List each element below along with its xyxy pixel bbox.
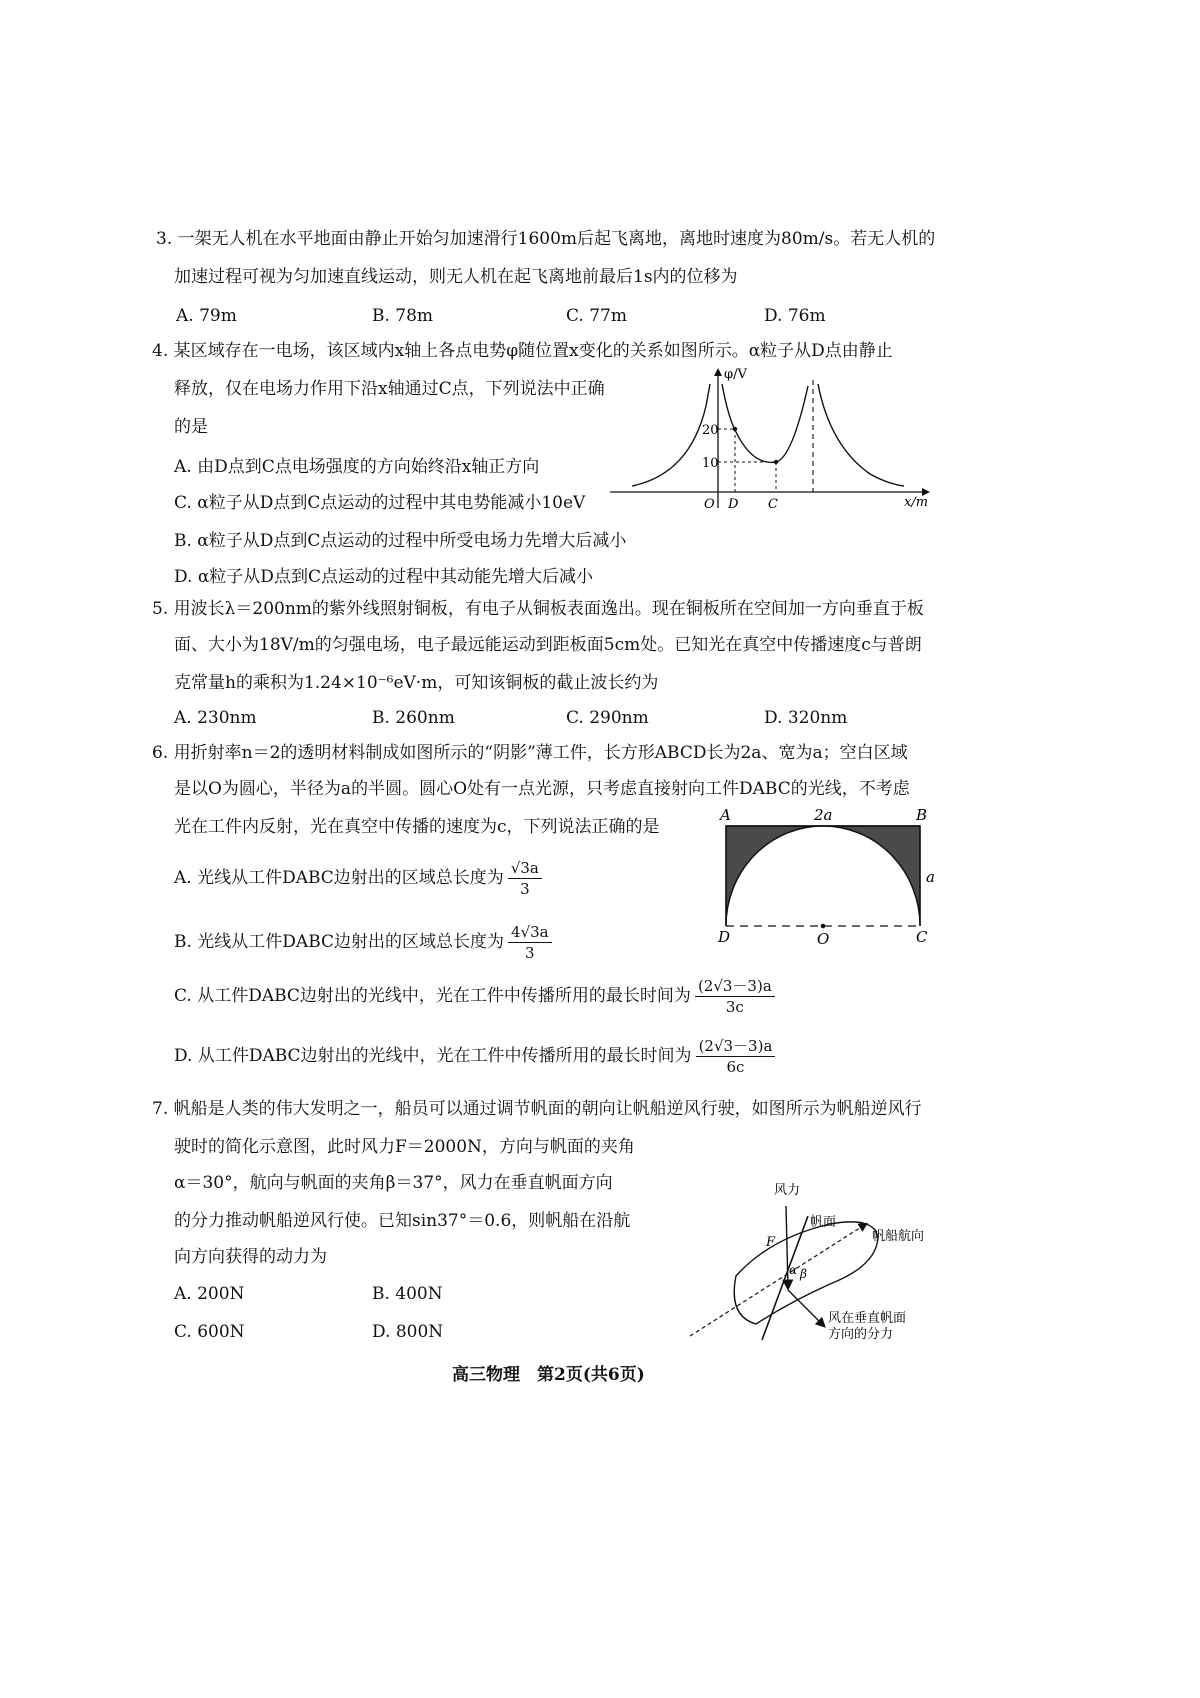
sailboat-figure — [680, 1176, 950, 1346]
q3-line2: 加速过程可视为匀加速直线运动，则无人机在起飞离地前最后1s内的位移为 — [174, 267, 738, 287]
q7-line2: 驶时的简化示意图，此时风力F＝2000N，方向与帆面的夹角 — [174, 1137, 635, 1157]
q5-option-a: A. 230nm — [174, 708, 257, 728]
q4-option-a: A. 由D点到C点电场强度的方向始终沿x轴正方向 — [174, 457, 540, 477]
q7-option-d: D. 800N — [372, 1322, 444, 1342]
q7-option-a: A. 200N — [174, 1284, 245, 1304]
q5-option-d: D. 320nm — [764, 708, 848, 728]
label-o: O — [817, 930, 830, 944]
label-component-2: 方向的分力 — [828, 1327, 894, 1342]
q3-line1: 3. 一架无人机在水平地面由静止开始匀加速滑行1600m后起飞离地，离地时速度为80m/s。若无人机的 — [156, 229, 936, 249]
q6-option-d-fraction: $\frac{(2√3-3)a}{6c}$ — [696, 1036, 776, 1077]
q4-line3: 的是 — [174, 417, 208, 437]
q6-option-a — [174, 858, 542, 899]
q6-option-c-fraction: $\frac{(2√3-3)a}{3c}$ — [695, 976, 775, 1017]
q6-line2: 是以O为圆心，半径为a的半圆。圆心O处有一点光源，只考虑直接射向工件DABC的光线，不考虑 — [174, 779, 910, 799]
q6-option-c — [174, 976, 775, 1017]
label-top-2a: 2a — [814, 806, 833, 824]
potential-graph — [610, 366, 940, 516]
q7-option-c: C. 600N — [174, 1322, 245, 1342]
label-sail: 帆面 — [810, 1215, 837, 1230]
q3-option-b: B. 78m — [372, 306, 434, 326]
label-wind: 风力 — [774, 1183, 801, 1198]
q5-line2: 面、大小为18V/m的匀强电场，电子最远能运动到距板面5cm处。已知光在真空中传播速度c与普朗 — [174, 635, 922, 655]
page-footer: 高三物理 第2页(共6页) — [452, 1365, 645, 1385]
q5-line1: 5. 用波长λ＝200nm的紫外线照射铜板，有电子从铜板表面逸出。现在铜板所在空间加一方向垂直于板 — [152, 599, 924, 619]
q6-option-d-text: D. 从工件DABC边射出的光线中，光在工件中传播所用的最长时间为 — [174, 1046, 692, 1066]
q4-option-b: B. α粒子从D点到C点运动的过程中所受电场力先增大后减小 — [174, 531, 627, 551]
label-c: C — [916, 928, 928, 944]
q7-line1: 7. 帆船是人类的伟大发明之一，船员可以通过调节帆面的朝向让帆船逆风行驶，如图所示为帆船逆风行 — [152, 1099, 922, 1119]
q4-line1: 4. 某区域存在一电场，该区域内x轴上各点电势φ随位置x变化的关系如图所示。α粒子从D点由静止 — [152, 341, 893, 361]
q6-option-d — [174, 1036, 775, 1077]
q5-option-c: C. 290nm — [566, 708, 649, 728]
label-component-1: 风在垂直帆面 — [828, 1311, 907, 1326]
shadow-workpiece-figure — [710, 804, 950, 944]
graph-xlabel: x/m — [904, 495, 929, 510]
q3-option-a: A. 79m — [176, 306, 237, 326]
q4-line2: 释放，仅在电场力作用下沿x轴通过C点，下列说法中正确 — [174, 379, 605, 399]
graph-tick-20: 20 — [702, 423, 719, 438]
q4-option-d: D. α粒子从D点到C点运动的过程中其动能先增大后减小 — [174, 567, 593, 587]
q7-line3: α＝30°，航向与帆面的夹角β＝37°，风力在垂直帆面方向 — [174, 1173, 613, 1193]
graph-ylabel: φ/V — [724, 367, 747, 382]
q7-option-b: B. 400N — [372, 1284, 443, 1304]
label-d: D — [718, 928, 731, 944]
label-a: A — [720, 806, 731, 824]
label-side-a: a — [926, 868, 935, 886]
graph-point-c: C — [768, 497, 778, 512]
graph-tick-10: 10 — [702, 456, 719, 471]
q6-option-c-text: C. 从工件DABC边射出的光线中，光在工件中传播所用的最长时间为 — [174, 986, 691, 1006]
label-heading: 帆船航向 — [872, 1229, 925, 1244]
q3-option-d: D. 76m — [764, 306, 826, 326]
curve-right — [818, 384, 904, 486]
q5-option-b: B. 260nm — [372, 708, 455, 728]
label-alpha: α — [789, 1263, 798, 1277]
graph-dot-c — [774, 460, 778, 464]
q4-option-c: C. α粒子从D点到C点运动的过程中其电势能减小10eV — [174, 493, 586, 513]
q6-option-b-text: B. 光线从工件DABC边射出的区域总长度为 — [174, 932, 505, 952]
label-beta: β — [800, 1267, 807, 1281]
graph-origin: O — [704, 497, 715, 512]
q6-line3: 光在工件内反射，光在真空中传播的速度为c，下列说法正确的是 — [174, 817, 660, 837]
q6-option-a-text: A. 光线从工件DABC边射出的区域总长度为 — [174, 868, 504, 888]
q5-line3: 克常量h的乘积为1.24×10⁻⁶eV·m，可知该铜板的截止波长约为 — [174, 673, 659, 693]
graph-dot-d — [733, 427, 737, 431]
label-b: B — [916, 806, 928, 824]
q7-line4: 的分力推动帆船逆风行使。已知sin37°＝0.6，则帆船在沿航 — [174, 1211, 631, 1231]
q6-line1: 6. 用折射率n＝2的透明材料制成如图所示的“阴影”薄工件，长方形ABCD长为2a、宽为a；空白区域 — [152, 743, 908, 763]
curve-left — [632, 384, 710, 486]
q6-option-a-fraction: $\frac{√3a}{3}$ — [508, 858, 542, 899]
curve-middle — [722, 384, 808, 462]
label-f: F — [766, 1235, 776, 1250]
q7-line5: 向方向获得的动力为 — [174, 1247, 327, 1267]
q6-option-b — [174, 922, 552, 963]
graph-point-d: D — [728, 497, 739, 512]
q3-option-c: C. 77m — [566, 306, 627, 326]
q6-option-b-fraction: $\frac{4√3a}{3}$ — [508, 922, 552, 963]
center-o — [821, 924, 826, 929]
